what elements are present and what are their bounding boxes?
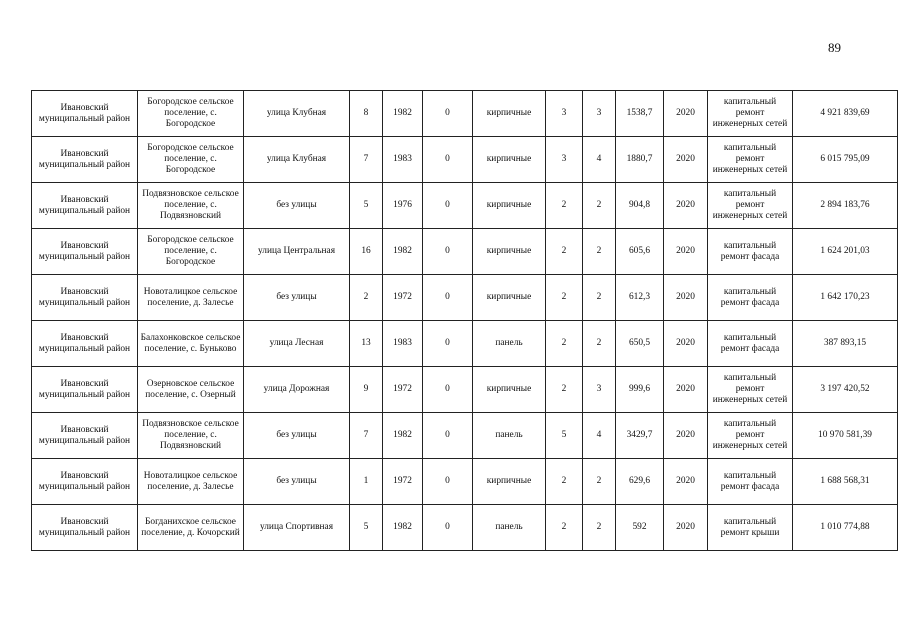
settlement-cell: Балахонковское сельское поселение, с. Буньково bbox=[138, 321, 244, 367]
table-body bbox=[32, 91, 898, 551]
work-type-cell: капитальный ремонт крыши bbox=[708, 505, 793, 551]
entrances-cell: 2 bbox=[583, 275, 616, 321]
build-year-cell: 1982 bbox=[383, 505, 423, 551]
zero-value-cell: 0 bbox=[423, 505, 473, 551]
build-year-cell: 1983 bbox=[383, 137, 423, 183]
build-year-cell: 1982 bbox=[383, 229, 423, 275]
floors-cell: 3 bbox=[546, 137, 583, 183]
table-row bbox=[32, 137, 898, 183]
table-row bbox=[32, 459, 898, 505]
house-number-cell: 8 bbox=[350, 91, 383, 137]
district-cell: Ивановский муниципальный район bbox=[32, 413, 138, 459]
street-cell: улица Центральная bbox=[244, 229, 350, 275]
district-cell: Ивановский муниципальный район bbox=[32, 459, 138, 505]
house-number-cell: 9 bbox=[350, 367, 383, 413]
wall-material-cell: панель bbox=[473, 413, 546, 459]
work-type-cell: капитальный ремонт инженерных сетей bbox=[708, 91, 793, 137]
wall-material-cell: кирпичные bbox=[473, 183, 546, 229]
wall-material-cell: кирпичные bbox=[473, 229, 546, 275]
floors-cell: 2 bbox=[546, 183, 583, 229]
plan-year-cell: 2020 bbox=[664, 367, 708, 413]
work-type-cell: капитальный ремонт фасада bbox=[708, 275, 793, 321]
work-type-cell: капитальный ремонт инженерных сетей bbox=[708, 367, 793, 413]
zero-value-cell: 0 bbox=[423, 413, 473, 459]
area-cell: 904,8 bbox=[616, 183, 664, 229]
zero-value-cell: 0 bbox=[423, 91, 473, 137]
district-cell: Ивановский муниципальный район bbox=[32, 137, 138, 183]
entrances-cell: 2 bbox=[583, 229, 616, 275]
page-number: 89 bbox=[828, 40, 841, 55]
housing-repair-table bbox=[31, 90, 898, 551]
entrances-cell: 3 bbox=[583, 91, 616, 137]
district-cell: Ивановский муниципальный район bbox=[32, 91, 138, 137]
build-year-cell: 1972 bbox=[383, 367, 423, 413]
table-row bbox=[32, 367, 898, 413]
street-cell: без улицы bbox=[244, 413, 350, 459]
floors-cell: 2 bbox=[546, 275, 583, 321]
street-cell: без улицы bbox=[244, 275, 350, 321]
district-cell: Ивановский муниципальный район bbox=[32, 367, 138, 413]
wall-material-cell: панель bbox=[473, 321, 546, 367]
plan-year-cell: 2020 bbox=[664, 505, 708, 551]
settlement-cell: Новоталицкое сельское поселение, д. Залесье bbox=[138, 275, 244, 321]
entrances-cell: 2 bbox=[583, 505, 616, 551]
settlement-cell: Подвязновское сельское поселение, с. Подвязновский bbox=[138, 413, 244, 459]
plan-year-cell: 2020 bbox=[664, 413, 708, 459]
table-row bbox=[32, 275, 898, 321]
settlement-cell: Богородское сельское поселение, с. Богородское bbox=[138, 137, 244, 183]
zero-value-cell: 0 bbox=[423, 137, 473, 183]
area-cell: 999,6 bbox=[616, 367, 664, 413]
street-cell: улица Клубная bbox=[244, 91, 350, 137]
cost-cell: 4 921 839,69 bbox=[793, 91, 898, 137]
floors-cell: 2 bbox=[546, 321, 583, 367]
zero-value-cell: 0 bbox=[423, 275, 473, 321]
area-cell: 629,6 bbox=[616, 459, 664, 505]
table-row bbox=[32, 413, 898, 459]
work-type-cell: капитальный ремонт инженерных сетей bbox=[708, 413, 793, 459]
work-type-cell: капитальный ремонт фасада bbox=[708, 321, 793, 367]
house-number-cell: 2 bbox=[350, 275, 383, 321]
area-cell: 605,6 bbox=[616, 229, 664, 275]
entrances-cell: 2 bbox=[583, 183, 616, 229]
zero-value-cell: 0 bbox=[423, 367, 473, 413]
house-number-cell: 7 bbox=[350, 413, 383, 459]
area-cell: 3429,7 bbox=[616, 413, 664, 459]
work-type-cell: капитальный ремонт фасада bbox=[708, 229, 793, 275]
settlement-cell: Богородское сельское поселение, с. Богородское bbox=[138, 91, 244, 137]
cost-cell: 1 010 774,88 bbox=[793, 505, 898, 551]
cost-cell: 2 894 183,76 bbox=[793, 183, 898, 229]
wall-material-cell: кирпичные bbox=[473, 459, 546, 505]
entrances-cell: 4 bbox=[583, 137, 616, 183]
plan-year-cell: 2020 bbox=[664, 321, 708, 367]
build-year-cell: 1972 bbox=[383, 459, 423, 505]
cost-cell: 10 970 581,39 bbox=[793, 413, 898, 459]
floors-cell: 2 bbox=[546, 459, 583, 505]
floors-cell: 2 bbox=[546, 229, 583, 275]
house-number-cell: 13 bbox=[350, 321, 383, 367]
build-year-cell: 1972 bbox=[383, 275, 423, 321]
house-number-cell: 1 bbox=[350, 459, 383, 505]
plan-year-cell: 2020 bbox=[664, 137, 708, 183]
cost-cell: 387 893,15 bbox=[793, 321, 898, 367]
floors-cell: 2 bbox=[546, 505, 583, 551]
house-number-cell: 5 bbox=[350, 183, 383, 229]
street-cell: улица Спортивная bbox=[244, 505, 350, 551]
settlement-cell: Богданихское сельское поселение, д. Кочорский bbox=[138, 505, 244, 551]
entrances-cell: 3 bbox=[583, 367, 616, 413]
table-row bbox=[32, 505, 898, 551]
zero-value-cell: 0 bbox=[423, 229, 473, 275]
house-number-cell: 5 bbox=[350, 505, 383, 551]
floors-cell: 3 bbox=[546, 91, 583, 137]
area-cell: 612,3 bbox=[616, 275, 664, 321]
street-cell: улица Дорожная bbox=[244, 367, 350, 413]
build-year-cell: 1976 bbox=[383, 183, 423, 229]
area-cell: 650,5 bbox=[616, 321, 664, 367]
cost-cell: 1 642 170,23 bbox=[793, 275, 898, 321]
wall-material-cell: кирпичные bbox=[473, 91, 546, 137]
wall-material-cell: панель bbox=[473, 505, 546, 551]
table-row bbox=[32, 91, 898, 137]
cost-cell: 6 015 795,09 bbox=[793, 137, 898, 183]
district-cell: Ивановский муниципальный район bbox=[32, 275, 138, 321]
plan-year-cell: 2020 bbox=[664, 275, 708, 321]
area-cell: 1538,7 bbox=[616, 91, 664, 137]
work-type-cell: капитальный ремонт фасада bbox=[708, 459, 793, 505]
entrances-cell: 4 bbox=[583, 413, 616, 459]
cost-cell: 1 688 568,31 bbox=[793, 459, 898, 505]
area-cell: 1880,7 bbox=[616, 137, 664, 183]
entrances-cell: 2 bbox=[583, 321, 616, 367]
settlement-cell: Озерновское сельское поселение, с. Озерный bbox=[138, 367, 244, 413]
cost-cell: 3 197 420,52 bbox=[793, 367, 898, 413]
zero-value-cell: 0 bbox=[423, 321, 473, 367]
table-row bbox=[32, 229, 898, 275]
plan-year-cell: 2020 bbox=[664, 91, 708, 137]
settlement-cell: Богородское сельское поселение, с. Богородское bbox=[138, 229, 244, 275]
table-row bbox=[32, 321, 898, 367]
house-number-cell: 7 bbox=[350, 137, 383, 183]
street-cell: улица Лесная bbox=[244, 321, 350, 367]
street-cell: улица Клубная bbox=[244, 137, 350, 183]
work-type-cell: капитальный ремонт инженерных сетей bbox=[708, 137, 793, 183]
area-cell: 592 bbox=[616, 505, 664, 551]
plan-year-cell: 2020 bbox=[664, 229, 708, 275]
floors-cell: 2 bbox=[546, 367, 583, 413]
entrances-cell: 2 bbox=[583, 459, 616, 505]
street-cell: без улицы bbox=[244, 459, 350, 505]
district-cell: Ивановский муниципальный район bbox=[32, 505, 138, 551]
street-cell: без улицы bbox=[244, 183, 350, 229]
work-type-cell: капитальный ремонт инженерных сетей bbox=[708, 183, 793, 229]
district-cell: Ивановский муниципальный район bbox=[32, 183, 138, 229]
settlement-cell: Подвязновское сельское поселение, с. Подвязновский bbox=[138, 183, 244, 229]
house-number-cell: 16 bbox=[350, 229, 383, 275]
floors-cell: 5 bbox=[546, 413, 583, 459]
zero-value-cell: 0 bbox=[423, 459, 473, 505]
build-year-cell: 1982 bbox=[383, 91, 423, 137]
zero-value-cell: 0 bbox=[423, 183, 473, 229]
settlement-cell: Новоталицкое сельское поселение, д. Залесье bbox=[138, 459, 244, 505]
district-cell: Ивановский муниципальный район bbox=[32, 321, 138, 367]
cost-cell: 1 624 201,03 bbox=[793, 229, 898, 275]
wall-material-cell: кирпичные bbox=[473, 137, 546, 183]
wall-material-cell: кирпичные bbox=[473, 367, 546, 413]
plan-year-cell: 2020 bbox=[664, 459, 708, 505]
build-year-cell: 1983 bbox=[383, 321, 423, 367]
table-row bbox=[32, 183, 898, 229]
wall-material-cell: кирпичные bbox=[473, 275, 546, 321]
build-year-cell: 1982 bbox=[383, 413, 423, 459]
plan-year-cell: 2020 bbox=[664, 183, 708, 229]
district-cell: Ивановский муниципальный район bbox=[32, 229, 138, 275]
